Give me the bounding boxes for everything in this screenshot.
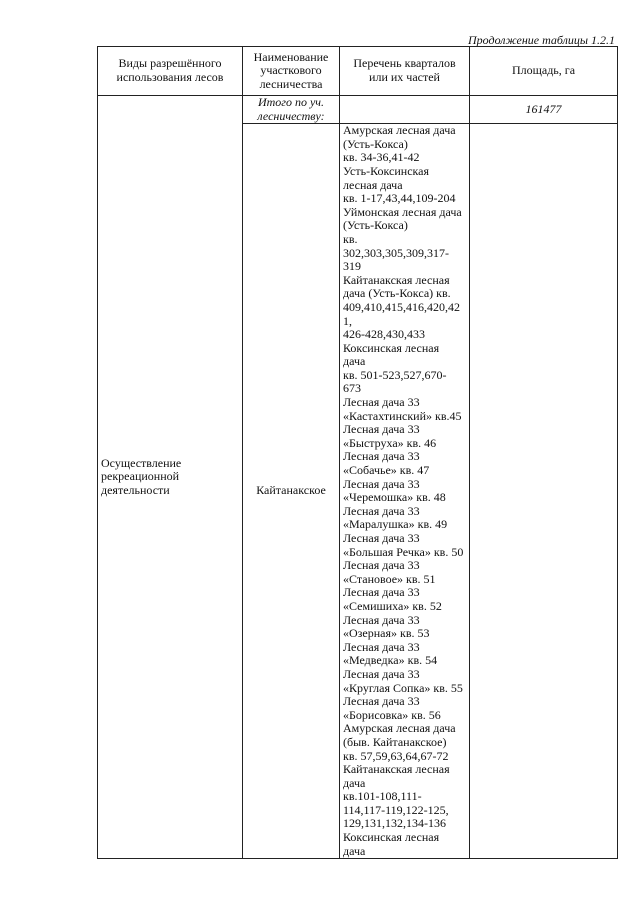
quarter-line: 129,131,132,134-136 (343, 816, 446, 831)
quarter-line: кв. 1-17,43,44,109-204 (343, 191, 456, 206)
quarter-line: Уймонская лесная дача (343, 204, 462, 219)
quarter-line: (Усть-Кокса) (343, 218, 408, 233)
quarter-line: кв. 501-523,527,670- (343, 367, 447, 382)
header-usage-type: Виды разрешённого использования лесов (98, 47, 243, 96)
area-empty-cell (470, 124, 618, 859)
forestry-name-cell: Кайтанакское (243, 124, 340, 859)
quarter-line: 426-428,430,433 (343, 327, 425, 342)
quarter-line: Лесная дача 33 (343, 476, 420, 491)
quarter-line: 302,303,305,309,317- (343, 245, 449, 260)
quarter-line: кв. (343, 231, 358, 246)
quarter-line: Лесная дача 33 (343, 666, 420, 681)
quarter-line: Лесная дача 33 (343, 503, 420, 518)
quarter-line: 409,410,415,416,420,42 (343, 299, 460, 314)
header-quarters-list: Перечень кварталов или их частей (340, 47, 470, 96)
subtotal-row (98, 96, 618, 124)
quarter-line: «Черемошка» кв. 48 (343, 490, 446, 505)
quarter-line: «Собачье» кв. 47 (343, 463, 430, 478)
quarter-line: Лесная дача 33 (343, 585, 420, 600)
quarter-line: «Большая Речка» кв. 50 (343, 544, 464, 559)
quarter-line: Амурская лесная дача (343, 721, 456, 736)
quarter-line: кв. 34-36,41-42 (343, 150, 420, 165)
quarter-line: Лесная дача 33 (343, 449, 420, 464)
quarter-line: «Озерная» кв. 53 (343, 626, 430, 641)
quarter-line: 114,117-119,122-125, (343, 802, 449, 817)
header-forestry-name: Наименование участкового лесничества (243, 47, 340, 96)
subtotal-empty-cell (340, 96, 470, 124)
quarter-line: 673 (343, 381, 361, 396)
quarter-line: «Становое» кв. 51 (343, 571, 436, 586)
quarter-line: дача (343, 775, 366, 790)
quarter-line: «Быструха» кв. 46 (343, 435, 437, 450)
usage-type-cell: Осуществление рекреационной деятельности (98, 96, 243, 859)
quarter-line: кв.101-108,111- (343, 789, 422, 804)
quarter-line: кв. 57,59,63,64,67-72 (343, 748, 449, 763)
quarter-line: Лесная дача 33 (343, 422, 420, 437)
quarter-line: (быв. Кайтанакское) (343, 734, 447, 749)
quarter-line: Лесная дача 33 (343, 612, 420, 627)
quarter-line: 1, (343, 313, 352, 328)
quarter-line: лесная дача (343, 177, 403, 192)
quarter-line: Коксинская лесная (343, 340, 440, 355)
table-header-row (98, 47, 618, 96)
quarter-line: Лесная дача 33 (343, 694, 420, 709)
header-area: Площадь, га (470, 47, 618, 96)
subtotal-label: Итого по уч. лесничеству: (243, 96, 340, 124)
quarter-line: дача (Усть-Кокса) кв. (343, 286, 451, 301)
quarter-line: Лесная дача 33 (343, 531, 420, 545)
quarter-line: дача (343, 843, 366, 858)
quarters-list-cell (340, 124, 470, 859)
forest-usage-table (97, 46, 618, 859)
quarter-line: дача (343, 354, 366, 369)
quarter-line: Амурская лесная дача (343, 123, 456, 138)
quarter-line: Лесная дача 33 (343, 395, 420, 410)
quarter-line: «Семишиха» кв. 52 (343, 598, 442, 613)
quarter-line: «Борисовка» кв. 56 (343, 707, 441, 722)
quarter-line: Кайтанакская лесная (343, 272, 450, 287)
quarter-line: Усть-Коксинская (343, 163, 430, 178)
quarter-line: Кайтанакская лесная (343, 762, 450, 777)
quarter-line: «Кастахтинский» кв.45 (343, 408, 462, 423)
quarter-line: 319 (343, 259, 361, 274)
table-caption: Продолжение таблицы 1.2.1 (468, 33, 616, 47)
quarter-line: Лесная дача 33 (343, 639, 420, 654)
quarter-line: «Маралушка» кв. 49 (343, 517, 448, 532)
quarter-line: (Усть-Кокса) (343, 136, 408, 151)
quarter-line: Лесная дача 33 (343, 558, 420, 573)
quarter-line: Коксинская лесная (343, 830, 440, 845)
quarter-line: «Медведка» кв. 54 (343, 653, 438, 668)
quarter-line: «Круглая Сопка» кв. 55 (343, 680, 463, 695)
subtotal-area: 161477 (470, 96, 618, 124)
